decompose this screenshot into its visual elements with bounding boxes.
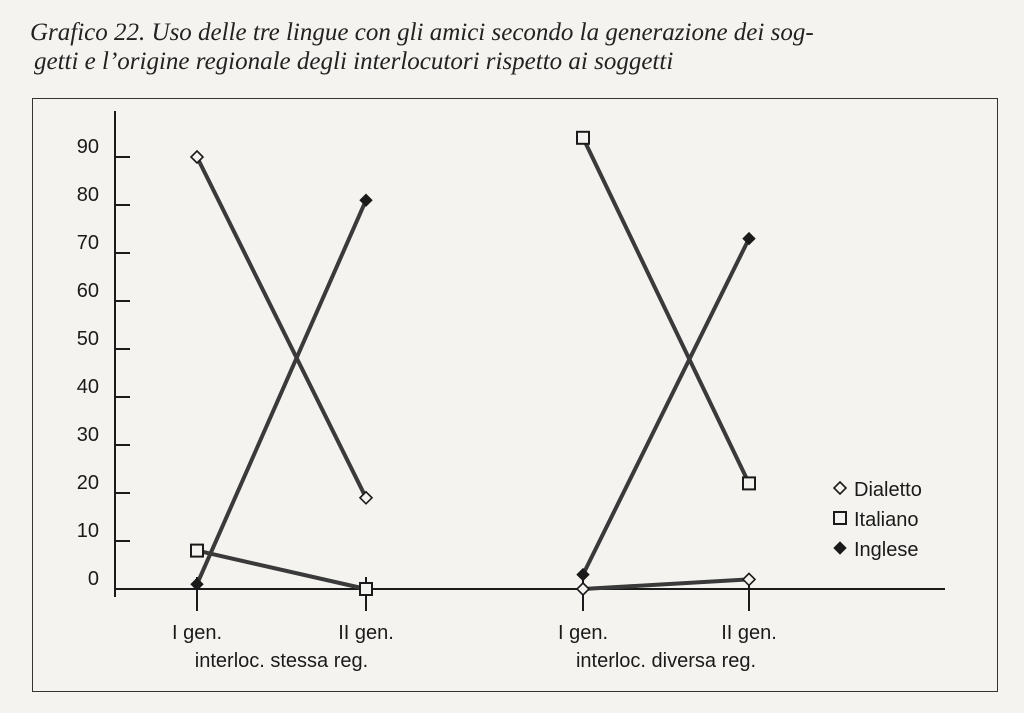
y-tick-label: 60 bbox=[76, 280, 99, 302]
x-tick-label: II gen. bbox=[338, 622, 394, 644]
data-point-inglese bbox=[360, 194, 372, 206]
line-chart bbox=[33, 99, 996, 690]
x-tick-label: II gen. bbox=[721, 622, 777, 644]
caption-line-2: getti e l’origine regionale degli interlocutori rispetto ai soggetti bbox=[34, 48, 674, 75]
legend-label-italiano: Italiano bbox=[854, 509, 919, 531]
series-line-italiano bbox=[197, 551, 366, 589]
legend-marker-inglese bbox=[834, 542, 846, 554]
y-tick-label: 50 bbox=[76, 328, 99, 350]
x-group-label: interloc. diversa reg. bbox=[575, 650, 757, 672]
series-line-dialetto bbox=[583, 579, 749, 589]
y-tick-label: 0 bbox=[87, 568, 99, 590]
y-tick-label: 70 bbox=[76, 232, 99, 254]
y-tick-label: 80 bbox=[76, 184, 99, 206]
y-tick-label: 20 bbox=[76, 472, 99, 494]
data-point-italiano bbox=[191, 545, 203, 557]
data-point-italiano bbox=[577, 132, 589, 144]
legend-label-dialetto: Dialetto bbox=[854, 479, 922, 501]
legend-marker-italiano bbox=[834, 512, 846, 524]
y-tick-label: 90 bbox=[76, 136, 99, 158]
legend-label-inglese: Inglese bbox=[854, 539, 919, 561]
data-point-dialetto bbox=[743, 573, 755, 585]
data-point-italiano bbox=[743, 477, 755, 489]
caption-line-1: Grafico 22. Uso delle tre lingue con gli amici secondo la generazione dei sog- bbox=[30, 19, 814, 46]
legend-marker-dialetto bbox=[834, 482, 846, 494]
series-line-inglese bbox=[197, 200, 366, 584]
chart-caption bbox=[30, 18, 1000, 76]
series-line-inglese bbox=[583, 239, 749, 575]
y-tick-label: 10 bbox=[76, 520, 99, 542]
series-line-dialetto bbox=[197, 157, 366, 498]
y-tick-label: 30 bbox=[76, 424, 99, 446]
chart-frame bbox=[32, 98, 998, 692]
x-tick-label: I gen. bbox=[171, 622, 223, 644]
data-point-dialetto bbox=[577, 583, 589, 595]
x-tick-label: I gen. bbox=[557, 622, 609, 644]
y-tick-label: 40 bbox=[76, 376, 99, 398]
x-group-label: interloc. stessa reg. bbox=[194, 650, 369, 672]
data-point-italiano bbox=[360, 583, 372, 595]
series-line-italiano bbox=[583, 138, 749, 484]
